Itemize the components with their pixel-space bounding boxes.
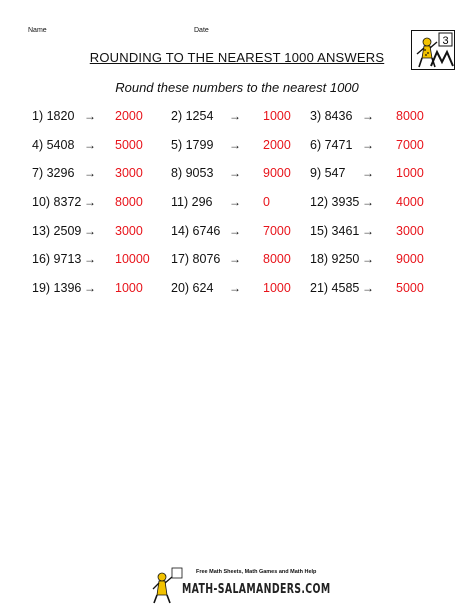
problem-number: 17) 8076	[171, 252, 221, 267]
answer-value: 0	[263, 195, 270, 210]
arrow-icon: →	[362, 137, 374, 152]
grade-number: 3	[442, 35, 449, 47]
instructions: Round these numbers to the nearest 1000	[115, 80, 359, 95]
answer-value: 8000	[396, 109, 424, 123]
arrow-icon: →	[362, 281, 374, 296]
answer-value: 4000	[396, 195, 424, 210]
arrow-icon: →	[229, 195, 241, 210]
footer-brand: MATH-SALAMANDERS.COM	[182, 582, 331, 597]
arrow-icon: →	[229, 109, 241, 123]
problem-number: 5) 1799	[171, 137, 214, 152]
problem-row	[32, 192, 442, 221]
problem-number: 6) 7471	[310, 137, 353, 152]
problem-row	[32, 106, 442, 135]
answer-value: 2000	[263, 137, 291, 152]
problem-number: 16) 9713	[32, 252, 82, 267]
answer-value: 3000	[115, 223, 143, 238]
problem-number: 2) 1254	[171, 109, 214, 123]
arrow-icon: →	[84, 281, 96, 296]
problem-number: 12) 3935	[310, 195, 360, 210]
problem-number: 20) 624	[171, 281, 214, 296]
arrow-icon: →	[84, 223, 96, 238]
problem-row	[32, 278, 442, 307]
answer-value: 3000	[115, 166, 143, 181]
problem-row	[32, 163, 442, 192]
answer-value: 5000	[115, 137, 143, 152]
arrow-icon: →	[84, 166, 96, 181]
arrow-icon: →	[84, 252, 96, 267]
problem-row	[32, 249, 442, 278]
problem-number: 14) 6746	[171, 223, 221, 238]
problem-number: 13) 2509	[32, 223, 82, 238]
answer-value: 9000	[396, 252, 424, 267]
salamander-logo	[411, 30, 455, 70]
name-label: Name	[28, 27, 47, 34]
answer-value: 8000	[263, 252, 291, 267]
answer-value: 8000	[115, 195, 143, 210]
arrow-icon: →	[229, 281, 241, 296]
problem-number: 8) 9053	[171, 166, 214, 181]
arrow-icon: →	[229, 252, 241, 267]
arrow-icon: →	[84, 109, 96, 123]
problem-number: 7) 3296	[32, 166, 75, 181]
answer-value: 3000	[396, 223, 424, 238]
arrow-icon: →	[362, 195, 374, 210]
problem-number: 10) 8372	[32, 195, 82, 210]
problem-number: 18) 9250	[310, 252, 360, 267]
arrow-icon: →	[229, 223, 241, 238]
answer-value: 9000	[263, 166, 291, 181]
answer-value: 1000	[396, 166, 424, 181]
problem-number: 9) 547	[310, 166, 346, 181]
problem-row	[32, 135, 442, 164]
problem-number: 11) 296	[171, 195, 213, 210]
problem-number: 21) 4585	[310, 281, 360, 296]
answer-grid	[32, 106, 442, 307]
problem-number: 4) 5408	[32, 137, 75, 152]
arrow-icon: →	[84, 195, 96, 210]
answer-value: 10000	[115, 252, 150, 267]
problem-number: 3) 8436	[310, 109, 353, 123]
answer-value: 1000	[263, 109, 291, 123]
arrow-icon: →	[229, 166, 241, 181]
footer-tagline: Free Math Sheets, Math Games and Math Help	[196, 569, 317, 575]
answer-value: 5000	[396, 281, 424, 296]
problem-number: 15) 3461	[310, 223, 360, 238]
answer-value: 7000	[263, 223, 291, 238]
answer-value: 7000	[396, 137, 424, 152]
arrow-icon: →	[84, 137, 96, 152]
arrow-icon: →	[362, 252, 374, 267]
problem-number: 1) 1820	[32, 109, 75, 123]
problem-number: 19) 1396	[32, 281, 82, 296]
problem-row	[32, 221, 442, 250]
date-label: Date	[194, 27, 209, 34]
answer-value: 1000	[263, 281, 291, 296]
arrow-icon: →	[229, 137, 241, 152]
arrow-icon: →	[362, 109, 374, 123]
page-title: ROUNDING TO THE NEAREST 1000 ANSWERS	[89, 50, 385, 65]
answer-value: 1000	[115, 281, 143, 296]
answer-value: 2000	[115, 109, 143, 123]
arrow-icon: →	[362, 223, 374, 238]
arrow-icon: →	[362, 166, 374, 181]
